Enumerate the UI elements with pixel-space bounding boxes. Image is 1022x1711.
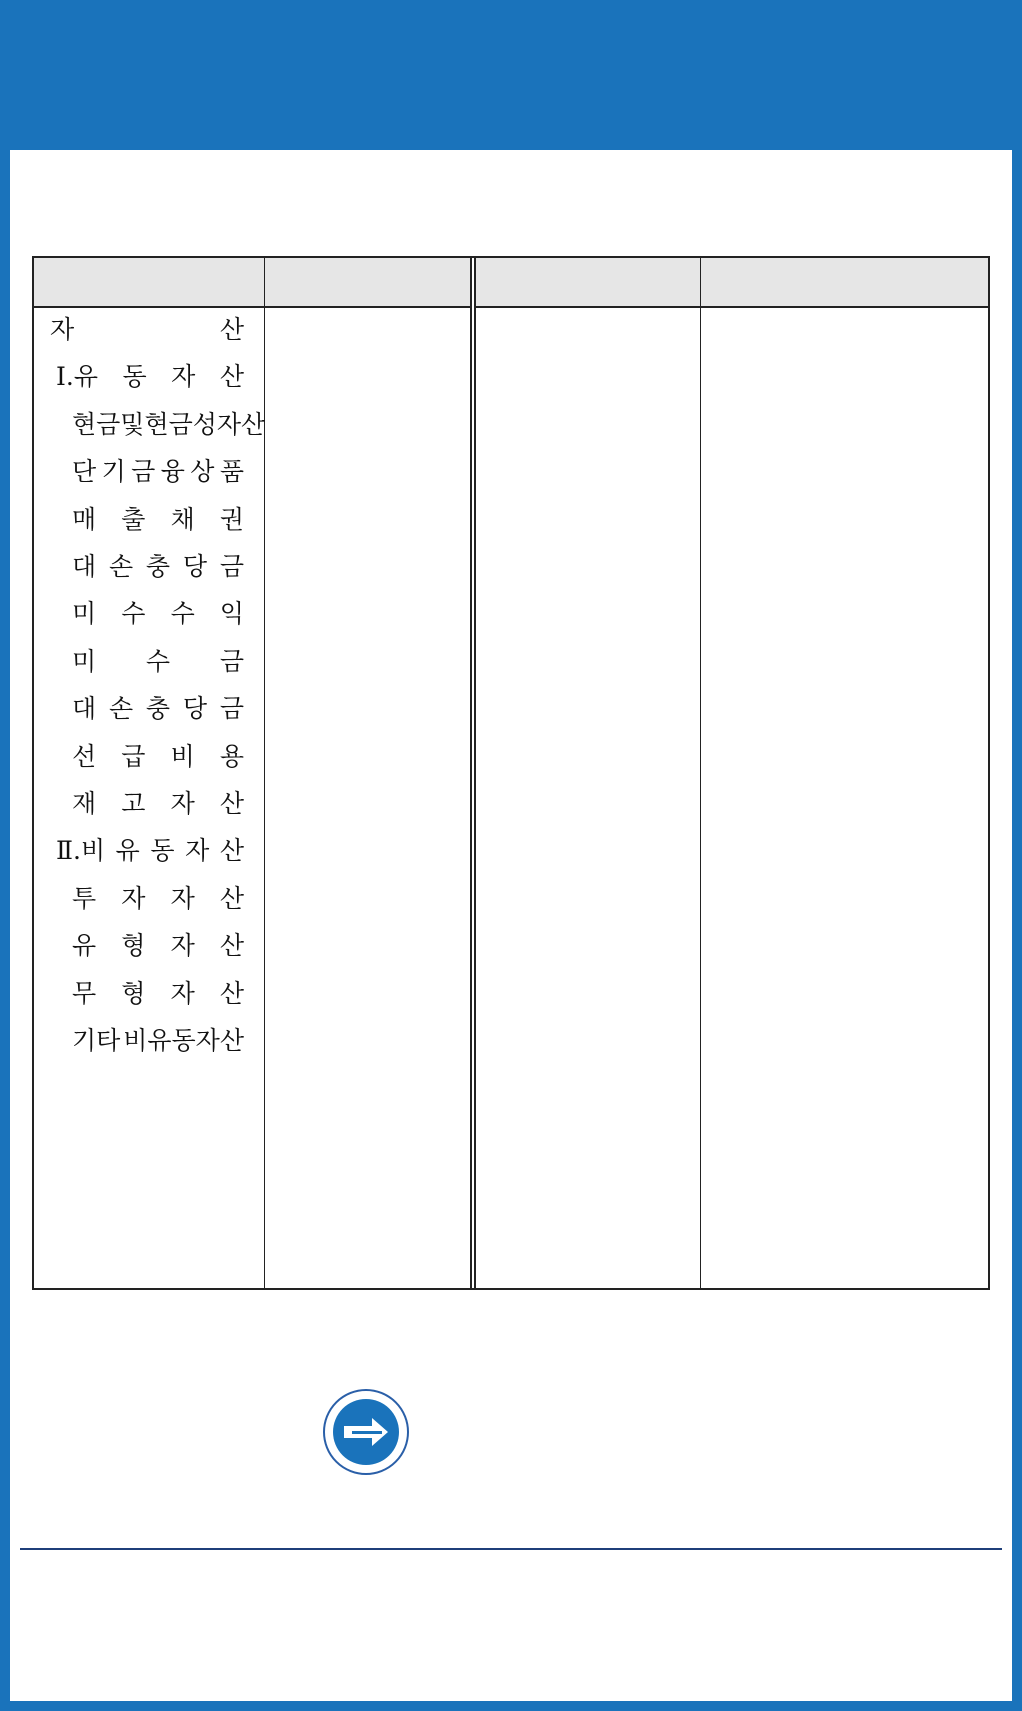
account-label: Ⅱ.비 유 동 자 산 <box>56 836 244 866</box>
col-divider-right <box>700 258 701 1288</box>
divider <box>20 1548 1002 1550</box>
account-label: 선 급 비 용 <box>72 741 244 771</box>
account-label: 현금및현금성자산 <box>72 409 266 439</box>
col-divider-middle <box>470 258 476 1288</box>
table-row <box>34 831 470 871</box>
account-label: 기타 비유동자산 <box>72 1026 244 1055</box>
company-logo <box>322 1387 702 1477</box>
account-label: 자 산 <box>50 315 244 344</box>
table-row <box>34 737 470 777</box>
table-row <box>34 500 470 540</box>
company-logo-icon <box>322 1388 410 1476</box>
table-row <box>34 1021 470 1061</box>
table-row <box>34 405 470 445</box>
table-row <box>34 547 470 587</box>
balance-sheet-table <box>32 256 990 1290</box>
table-header <box>34 258 988 308</box>
account-label: 대 손 충 당 금 <box>72 694 244 724</box>
account-label: 대 손 충 당 금 <box>72 552 244 581</box>
banner-title <box>0 0 1022 150</box>
table-row <box>34 784 470 824</box>
account-label: 미 수 수 익 <box>72 599 244 629</box>
table-row <box>34 310 470 350</box>
table-row <box>34 926 470 966</box>
account-label: 매 출 채 권 <box>72 504 244 534</box>
table-row <box>34 357 470 397</box>
account-label: 유 형 자 산 <box>72 931 244 961</box>
account-label: 무 형 자 산 <box>72 978 244 1008</box>
account-label: 미 수 금 <box>72 646 244 676</box>
header-account-left <box>52 258 257 306</box>
table-row <box>34 452 470 492</box>
table-row <box>34 594 470 634</box>
header-account-right <box>494 258 688 306</box>
header-amount-left <box>282 258 442 306</box>
account-label: Ⅰ.유 동 자 산 <box>56 362 244 392</box>
table-row <box>34 642 470 682</box>
table-row <box>34 974 470 1014</box>
doc-title <box>0 150 1022 216</box>
account-label: 재 고 자 산 <box>72 789 244 818</box>
account-label: 투 자 자 산 <box>72 883 244 913</box>
table-row <box>34 689 470 729</box>
table-row <box>34 879 470 919</box>
account-label: 단 기 금 융 상 품 <box>72 457 244 487</box>
header-amount-right <box>730 258 890 306</box>
